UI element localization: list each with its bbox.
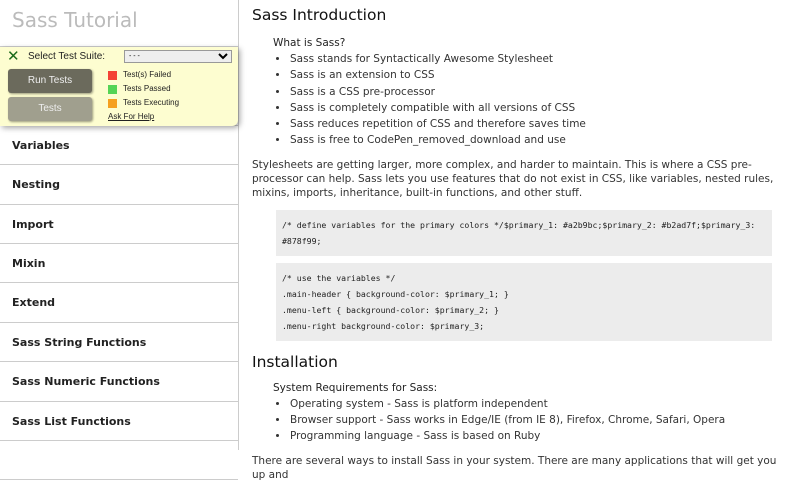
list-item: • Sass is an extension to CSS [289,67,782,83]
close-icon[interactable]: ✕ [7,47,20,65]
sidebar-title: Sass Tutorial [0,0,238,47]
test-suite-panel [0,47,238,126]
failed-swatch-icon [108,71,117,80]
page-title: Sass Introduction [252,6,387,24]
legend-executing [108,98,179,108]
legend-label: Test(s) Failed [123,70,172,79]
requirements-heading: System Requirements for Sass: [273,381,438,394]
list-item: • Sass reduces repetition of CSS and therefore saves time [289,116,782,132]
list-item: • Browser support - Sass works in Edge/IE (from IE 8), Firefox, Chrome, Safari, Opera [289,412,782,428]
code-line: .menu-left { background-color: $primary_2; } [282,304,499,315]
legend-label: Tests Executing [123,98,180,107]
installation-heading: Installation [252,352,338,371]
sidebar-item-extend[interactable]: Extend [0,283,238,322]
list-item: • Sass stands for Syntactically Awesome Stylesheet [289,51,782,67]
code-line: /* use the variables */ [282,272,396,283]
sidebar-item-list-functions[interactable]: Sass List Functions [0,402,238,441]
main-content [252,0,782,482]
legend-passed [108,84,171,94]
passed-swatch-icon [108,85,117,94]
code-block [276,210,772,256]
executing-swatch-icon [108,99,117,108]
list-item: • Sass is free to CodePen_removed_download and use [289,132,782,148]
sidebar-item-variables[interactable]: Variables [0,126,238,165]
sidebar-item-string-functions[interactable]: Sass String Functions [0,323,238,362]
sidebar-item-nesting[interactable]: Nesting [0,165,238,204]
sidebar-item[interactable] [0,441,238,480]
list-item: • Sass is completely compatible with all versions of CSS [289,100,782,116]
what-list [289,51,782,149]
code-block [276,263,772,341]
test-suite-select[interactable] [124,50,232,63]
select-label: Select Test Suite: [28,51,106,62]
list-item: • Sass is a CSS pre-processor [289,84,782,100]
what-heading: What is Sass? [273,37,346,49]
legend-label: Tests Passed [123,84,171,93]
code-line: /* define variables for the primary colors */$primary_1: #a2b9bc;$primary_2: #b2ad7f;$primary_3: [282,219,756,230]
sidebar-item-numeric-functions[interactable]: Sass Numeric Functions [0,362,238,401]
ask-for-help-link[interactable]: Ask For Help [108,112,155,121]
sidebar-item-import[interactable]: Import [0,205,238,244]
run-tests-button[interactable]: Run Tests [8,69,92,93]
code-line: .menu-right background-color: $primary_3; [282,320,485,331]
legend-failed [108,70,171,80]
requirements-list [289,396,782,445]
sidebar-item-mixin[interactable]: Mixin [0,244,238,283]
list-item: • Programming language - Sass is based on Ruby [289,428,782,444]
intro-paragraph: Stylesheets are getting larger, more complex, and harder to maintain. This is where a CSS pre-processor can help. Sass lets you use features that do not exist in CSS, like variables, nested rules, mixins, imports, inheritance, built-in functions, and other stuff. [252,158,774,199]
list-item: • Operating system - Sass is platform independent [289,396,782,412]
code-line: .main-header { background-color: $primary_1; } [282,288,509,299]
code-line: #878f99; [282,235,322,246]
tests-button[interactable]: Tests [8,97,92,121]
install-paragraph: There are several ways to install Sass in your system. There are many applications that will get you up and [252,454,777,481]
